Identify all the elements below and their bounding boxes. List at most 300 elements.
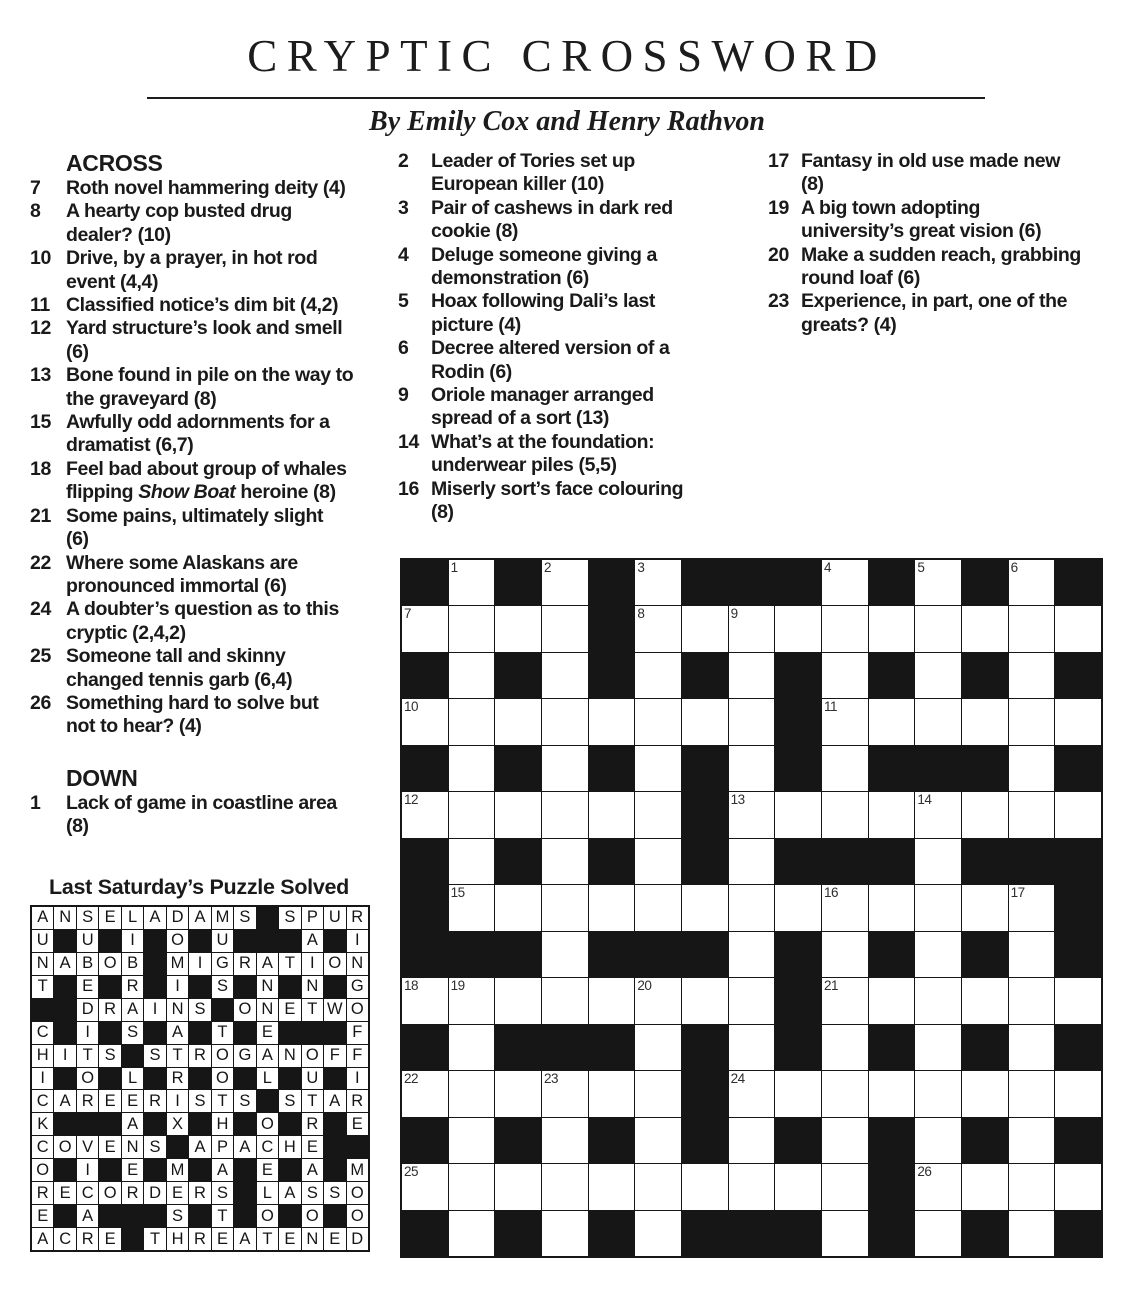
solved-cell-letter: E <box>257 1022 278 1044</box>
grid-cell[interactable] <box>635 1164 681 1209</box>
solved-cell-letter: T <box>212 1090 233 1112</box>
solved-cell-letter: C <box>77 1182 98 1204</box>
solved-cell-letter: O <box>212 1045 233 1067</box>
grid-cell[interactable] <box>729 885 775 930</box>
grid-cell[interactable] <box>869 885 915 930</box>
grid-cell[interactable] <box>822 978 868 1023</box>
grid-cell-black <box>1055 839 1101 884</box>
solved-cell-letter: W <box>324 999 345 1021</box>
grid-cell[interactable] <box>449 1118 495 1163</box>
grid-cell[interactable] <box>682 606 728 651</box>
grid-cell[interactable] <box>495 885 541 930</box>
grid-cell-black <box>915 746 961 791</box>
cell-number: 19 <box>450 978 465 994</box>
grid-cell[interactable] <box>869 1071 915 1116</box>
grid-cell[interactable] <box>822 699 868 744</box>
grid-cell[interactable] <box>822 746 868 791</box>
grid-cell[interactable] <box>729 1071 775 1116</box>
grid-cell[interactable] <box>915 699 961 744</box>
solved-cell-black <box>234 976 255 998</box>
clue-7 <box>30 177 378 200</box>
grid-cell[interactable] <box>915 885 961 930</box>
solved-cell-letter: E <box>122 1090 143 1112</box>
solved-cell-letter: D <box>347 1228 368 1250</box>
grid-cell[interactable] <box>1009 699 1055 744</box>
grid-cell-black <box>775 1025 821 1070</box>
grid-cell[interactable] <box>1009 1164 1055 1209</box>
clue-text: Decree altered version of a Rodin (6) <box>431 337 670 383</box>
cell-number: 20 <box>637 978 652 994</box>
grid-cell[interactable] <box>1009 885 1055 930</box>
grid-cell[interactable] <box>589 1164 635 1209</box>
solved-cell-letter: I <box>347 930 368 952</box>
solved-cell-letter: I <box>122 930 143 952</box>
grid-cell[interactable] <box>495 978 541 1023</box>
grid-cell[interactable] <box>915 653 961 698</box>
solved-cell-letter: A <box>122 1113 143 1135</box>
grid-cell[interactable] <box>635 1025 681 1070</box>
grid-cell[interactable] <box>449 1071 495 1116</box>
grid-cell[interactable] <box>1009 1025 1055 1070</box>
solved-cell-letter: N <box>347 953 368 975</box>
solved-cell-black <box>324 930 345 952</box>
grid-cell[interactable] <box>1009 1118 1055 1163</box>
grid-cell[interactable] <box>449 746 495 791</box>
solved-cell-letter: B <box>77 953 98 975</box>
grid-cell[interactable] <box>1055 792 1101 837</box>
grid-cell[interactable] <box>495 1071 541 1116</box>
grid-cell[interactable] <box>1055 606 1101 651</box>
clue-4 <box>398 244 730 291</box>
grid-cell[interactable] <box>962 1164 1008 1209</box>
grid-cell[interactable] <box>542 1211 588 1256</box>
grid-cell[interactable] <box>635 978 681 1023</box>
solved-cell-letter: A <box>144 907 165 929</box>
grid-cell[interactable] <box>635 746 681 791</box>
grid-cell[interactable] <box>635 653 681 698</box>
grid-cell[interactable] <box>635 699 681 744</box>
grid-cell[interactable] <box>542 932 588 977</box>
grid-cell-black <box>962 839 1008 884</box>
grid-cell[interactable] <box>775 606 821 651</box>
clue-text: Something hard to solve but not to hear? (4) <box>66 691 319 738</box>
grid-cell[interactable] <box>729 932 775 977</box>
clue-number: 14 <box>398 430 419 453</box>
solved-cell-black <box>54 1159 75 1181</box>
grid-cell-black <box>402 560 448 605</box>
grid-cell[interactable] <box>542 839 588 884</box>
solved-cell-letter: S <box>234 907 255 929</box>
grid-cell[interactable] <box>775 885 821 930</box>
grid-cell[interactable] <box>915 1071 961 1116</box>
solved-cell-black <box>54 999 75 1021</box>
cell-number: 26 <box>917 1164 932 1180</box>
grid-cell[interactable] <box>495 606 541 651</box>
grid-cell[interactable] <box>402 699 448 744</box>
solved-cell-letter: O <box>324 953 345 975</box>
grid-cell[interactable] <box>962 978 1008 1023</box>
clue-column-middle <box>398 150 730 525</box>
clue-2 <box>398 150 730 197</box>
clue-24 <box>30 598 378 645</box>
grid-cell[interactable] <box>635 1118 681 1163</box>
grid-cell[interactable] <box>869 792 915 837</box>
grid-cell[interactable] <box>635 839 681 884</box>
grid-cell[interactable] <box>915 1118 961 1163</box>
solved-cell-letter: C <box>32 1090 53 1112</box>
clue-text: Awfully odd adornments for a dramatist (6,7) <box>66 411 330 457</box>
solved-cell-letter: L <box>257 1182 278 1204</box>
solved-cell-black <box>99 1113 120 1135</box>
across-clues <box>30 177 378 739</box>
grid-cell[interactable] <box>635 885 681 930</box>
solved-cell-letter: S <box>234 1090 255 1112</box>
grid-cell[interactable] <box>589 978 635 1023</box>
solved-cell-letter: S <box>189 999 210 1021</box>
clue-text: Roth novel hammering deity (4) <box>66 177 346 199</box>
grid-cell[interactable] <box>822 885 868 930</box>
clue-number: 5 <box>398 290 409 313</box>
grid-cell[interactable] <box>449 839 495 884</box>
grid-cell-black <box>869 1211 915 1256</box>
grid-cell[interactable] <box>682 978 728 1023</box>
solved-cell-letter: A <box>189 907 210 929</box>
grid-cell[interactable] <box>449 792 495 837</box>
grid-cell-black <box>869 560 915 605</box>
grid-cell[interactable] <box>729 978 775 1023</box>
cell-number: 16 <box>824 885 839 901</box>
solved-cell-letter: G <box>234 1045 255 1067</box>
clue-text: Bone found in pile on the way to the graveyard (8) <box>66 364 354 410</box>
grid-cell-black <box>589 606 635 651</box>
solved-cell-letter: A <box>122 999 143 1021</box>
solved-cell-letter: E <box>167 1182 188 1204</box>
solved-cell-black <box>144 1113 165 1135</box>
down-header: DOWN <box>66 764 138 791</box>
clue-text: Experience, in part, one of the greats? (4) <box>801 290 1068 336</box>
solved-cell-letter: G <box>212 953 233 975</box>
grid-cell[interactable] <box>775 792 821 837</box>
grid-cell[interactable] <box>729 1025 775 1070</box>
solved-cell-letter: V <box>77 1136 98 1158</box>
clue-12 <box>30 317 378 364</box>
solved-cell-letter: S <box>189 1090 210 1112</box>
grid-cell[interactable] <box>542 792 588 837</box>
grid-cell[interactable] <box>822 560 868 605</box>
solved-cell-letter: U <box>212 930 233 952</box>
grid-cell[interactable] <box>1009 560 1055 605</box>
solved-cell-black <box>257 930 278 952</box>
clue-number: 22 <box>30 551 51 574</box>
grid-cell[interactable] <box>1055 1164 1101 1209</box>
clue-20 <box>768 244 1126 291</box>
solved-cell-letter: A <box>257 953 278 975</box>
solved-cell-letter: N <box>122 1136 143 1158</box>
grid-cell[interactable] <box>402 1164 448 1209</box>
grid-cell[interactable] <box>1009 1071 1055 1116</box>
grid-cell[interactable] <box>542 699 588 744</box>
solved-cell-black <box>324 976 345 998</box>
grid-cell[interactable] <box>962 606 1008 651</box>
grid-cell[interactable] <box>822 1164 868 1209</box>
grid-cell-black <box>775 978 821 1023</box>
solved-cell-black <box>189 1022 210 1044</box>
solved-cell-letter: A <box>302 930 323 952</box>
grid-cell[interactable] <box>1009 792 1055 837</box>
grid-cell[interactable] <box>682 1164 728 1209</box>
grid-cell[interactable] <box>729 839 775 884</box>
clue-14 <box>398 431 730 478</box>
grid-cell-black <box>682 746 728 791</box>
clue-number: 16 <box>398 477 419 500</box>
cell-number: 5 <box>917 560 925 575</box>
grid-cell-black <box>869 932 915 977</box>
solved-cell-letter: N <box>279 1045 300 1067</box>
solved-cell-letter: E <box>99 1090 120 1112</box>
grid-cell[interactable] <box>1009 932 1055 977</box>
solved-cell-letter: P <box>302 907 323 929</box>
solved-cell-black <box>189 1068 210 1090</box>
grid-cell[interactable] <box>822 1025 868 1070</box>
grid-cell[interactable] <box>1055 978 1101 1023</box>
grid-cell[interactable] <box>542 606 588 651</box>
grid-cell[interactable] <box>915 1025 961 1070</box>
solved-cell-letter: R <box>302 1113 323 1135</box>
grid-cell[interactable] <box>1055 699 1101 744</box>
solved-cell-letter: R <box>189 1228 210 1250</box>
grid-cell[interactable] <box>542 560 588 605</box>
solved-cell-letter: T <box>302 999 323 1021</box>
clue-17 <box>768 150 1126 197</box>
grid-cell[interactable] <box>495 1164 541 1209</box>
grid-cell[interactable] <box>449 978 495 1023</box>
grid-cell-black <box>1055 1211 1101 1256</box>
grid-cell[interactable] <box>1009 653 1055 698</box>
grid-cell[interactable] <box>915 839 961 884</box>
solved-cell-black <box>144 1159 165 1181</box>
grid-cell[interactable] <box>915 1164 961 1209</box>
grid-cell[interactable] <box>915 978 961 1023</box>
grid-cell[interactable] <box>915 1211 961 1256</box>
grid-cell-black <box>775 839 821 884</box>
solved-cell-black <box>189 930 210 952</box>
clue-5 <box>398 290 730 337</box>
solved-cell-letter: I <box>347 1068 368 1090</box>
solved-cell-letter: R <box>189 1045 210 1067</box>
solved-cell-letter: T <box>77 1045 98 1067</box>
grid-cell-black <box>402 653 448 698</box>
grid-cell[interactable] <box>775 1164 821 1209</box>
grid-cell[interactable] <box>635 1071 681 1116</box>
clue-15 <box>30 411 378 458</box>
grid-cell[interactable] <box>402 606 448 651</box>
clue-number: 26 <box>30 691 51 714</box>
grid-cell[interactable] <box>822 606 868 651</box>
grid-cell[interactable] <box>729 606 775 651</box>
grid-cell[interactable] <box>915 606 961 651</box>
solved-cell-letter: E <box>279 1228 300 1250</box>
grid-cell[interactable] <box>589 1071 635 1116</box>
grid-cell-black <box>682 792 728 837</box>
solved-cell-letter: R <box>99 999 120 1021</box>
grid-cell[interactable] <box>589 885 635 930</box>
solved-cell-letter: I <box>302 953 323 975</box>
grid-cell[interactable] <box>589 699 635 744</box>
grid-cell[interactable] <box>402 792 448 837</box>
grid-cell[interactable] <box>729 653 775 698</box>
grid-cell[interactable] <box>775 1071 821 1116</box>
grid-cell[interactable] <box>635 560 681 605</box>
grid-cell[interactable] <box>729 792 775 837</box>
grid-cell[interactable] <box>542 978 588 1023</box>
clue-number: 24 <box>30 598 51 621</box>
grid-cell-black <box>962 1025 1008 1070</box>
solved-cell-letter: R <box>122 1182 143 1204</box>
clue-23 <box>768 290 1126 337</box>
clue-number: 12 <box>30 317 51 340</box>
grid-cell[interactable] <box>449 1211 495 1256</box>
solved-cell-black <box>144 1022 165 1044</box>
grid-cell[interactable] <box>635 606 681 651</box>
solved-cell-black <box>279 1205 300 1227</box>
cell-number: 13 <box>730 792 745 808</box>
grid-cell-black <box>729 560 775 605</box>
grid-cell[interactable] <box>962 1071 1008 1116</box>
clue-number: 18 <box>30 457 51 480</box>
grid-cell[interactable] <box>449 653 495 698</box>
solved-cell-letter: E <box>99 1228 120 1250</box>
grid-cell[interactable] <box>1009 978 1055 1023</box>
grid-cell[interactable] <box>915 792 961 837</box>
grid-cell[interactable] <box>869 978 915 1023</box>
solved-cell-letter: T <box>212 1022 233 1044</box>
grid-cell[interactable] <box>635 1211 681 1256</box>
solved-cell-black <box>122 1228 143 1250</box>
grid-cell-black <box>495 1025 541 1070</box>
grid-cell[interactable] <box>542 1071 588 1116</box>
grid-cell[interactable] <box>962 792 1008 837</box>
grid-cell[interactable] <box>495 792 541 837</box>
solved-cell-letter: I <box>189 953 210 975</box>
grid-cell[interactable] <box>449 1164 495 1209</box>
solved-cell-letter: O <box>347 1205 368 1227</box>
grid-cell[interactable] <box>682 699 728 744</box>
solved-cell-letter: C <box>32 1022 53 1044</box>
grid-cell[interactable] <box>449 606 495 651</box>
grid-cell[interactable] <box>449 1025 495 1070</box>
solved-cell-letter: O <box>99 1182 120 1204</box>
solved-cell-letter: S <box>144 1045 165 1067</box>
grid-cell[interactable] <box>915 560 961 605</box>
clue-1 <box>30 792 378 839</box>
grid-cell-black <box>775 560 821 605</box>
grid-cell[interactable] <box>822 932 868 977</box>
down-clues-col2 <box>398 150 730 525</box>
grid-cell[interactable] <box>542 746 588 791</box>
solved-cell-letter: E <box>212 1228 233 1250</box>
solved-cell-letter: O <box>99 953 120 975</box>
grid-cell[interactable] <box>449 885 495 930</box>
solved-cell-black <box>324 1136 345 1158</box>
grid-cell[interactable] <box>449 699 495 744</box>
grid-cell[interactable] <box>822 1211 868 1256</box>
grid-cell[interactable] <box>915 932 961 977</box>
clue-text: Where some Alaskans are pronounced immortal (6) <box>66 551 298 597</box>
down-clues-col3 <box>768 150 1126 337</box>
solved-cell-letter: I <box>77 1159 98 1181</box>
grid-cell[interactable] <box>495 699 541 744</box>
grid-cell[interactable] <box>402 978 448 1023</box>
solved-cell-black <box>99 1022 120 1044</box>
grid-cell[interactable] <box>729 699 775 744</box>
grid-cell[interactable] <box>822 1071 868 1116</box>
grid-cell[interactable] <box>542 653 588 698</box>
solved-cell-letter: E <box>347 1113 368 1135</box>
grid-cell[interactable] <box>822 792 868 837</box>
grid-cell[interactable] <box>962 699 1008 744</box>
clue-number: 15 <box>30 411 51 434</box>
clue-3 <box>398 197 730 244</box>
grid-cell[interactable] <box>869 606 915 651</box>
grid-cell[interactable] <box>729 1164 775 1209</box>
grid-cell[interactable] <box>542 885 588 930</box>
grid-cell[interactable] <box>1009 1211 1055 1256</box>
solved-cell-black <box>167 1136 188 1158</box>
solved-cell-letter: E <box>257 1159 278 1181</box>
grid-cell[interactable] <box>589 792 635 837</box>
solved-cell-black <box>234 930 255 952</box>
cell-number: 25 <box>404 1164 419 1180</box>
solved-cell-letter: S <box>302 1182 323 1204</box>
solved-cell-letter: N <box>257 976 278 998</box>
grid-cell[interactable] <box>1055 1071 1101 1116</box>
grid-cell[interactable] <box>542 1164 588 1209</box>
solved-cell-letter: A <box>32 1228 53 1250</box>
solved-cell-black <box>347 1136 368 1158</box>
clue-text: Lack of game in coastline area (8) <box>66 791 337 838</box>
grid-cell[interactable] <box>729 746 775 791</box>
cell-number: 4 <box>824 560 832 575</box>
clue-number: 4 <box>398 243 409 266</box>
grid-cell-black <box>495 932 541 977</box>
grid-cell[interactable] <box>869 699 915 744</box>
grid-cell-black <box>775 746 821 791</box>
clue-18 <box>30 458 378 505</box>
grid-cell[interactable] <box>962 885 1008 930</box>
grid-cell-black <box>869 653 915 698</box>
grid-cell[interactable] <box>822 1118 868 1163</box>
solved-cell-letter: H <box>279 1136 300 1158</box>
solved-cell-letter: T <box>279 953 300 975</box>
grid-cell[interactable] <box>822 653 868 698</box>
clue-25 <box>30 645 378 692</box>
grid-cell[interactable] <box>449 560 495 605</box>
solved-cell-letter: T <box>32 976 53 998</box>
solved-cell-letter: D <box>144 1182 165 1204</box>
grid-cell[interactable] <box>402 1071 448 1116</box>
grid-cell[interactable] <box>1009 746 1055 791</box>
grid-cell[interactable] <box>542 1118 588 1163</box>
grid-cell[interactable] <box>635 792 681 837</box>
grid-cell[interactable] <box>729 1118 775 1163</box>
grid-cell-black <box>495 653 541 698</box>
grid-cell[interactable] <box>1009 606 1055 651</box>
grid-cell[interactable] <box>682 885 728 930</box>
solved-cell-letter: T <box>167 1045 188 1067</box>
solved-cell-letter: S <box>279 907 300 929</box>
grid-cell-black <box>402 1025 448 1070</box>
solved-cell-letter: O <box>257 1113 278 1135</box>
